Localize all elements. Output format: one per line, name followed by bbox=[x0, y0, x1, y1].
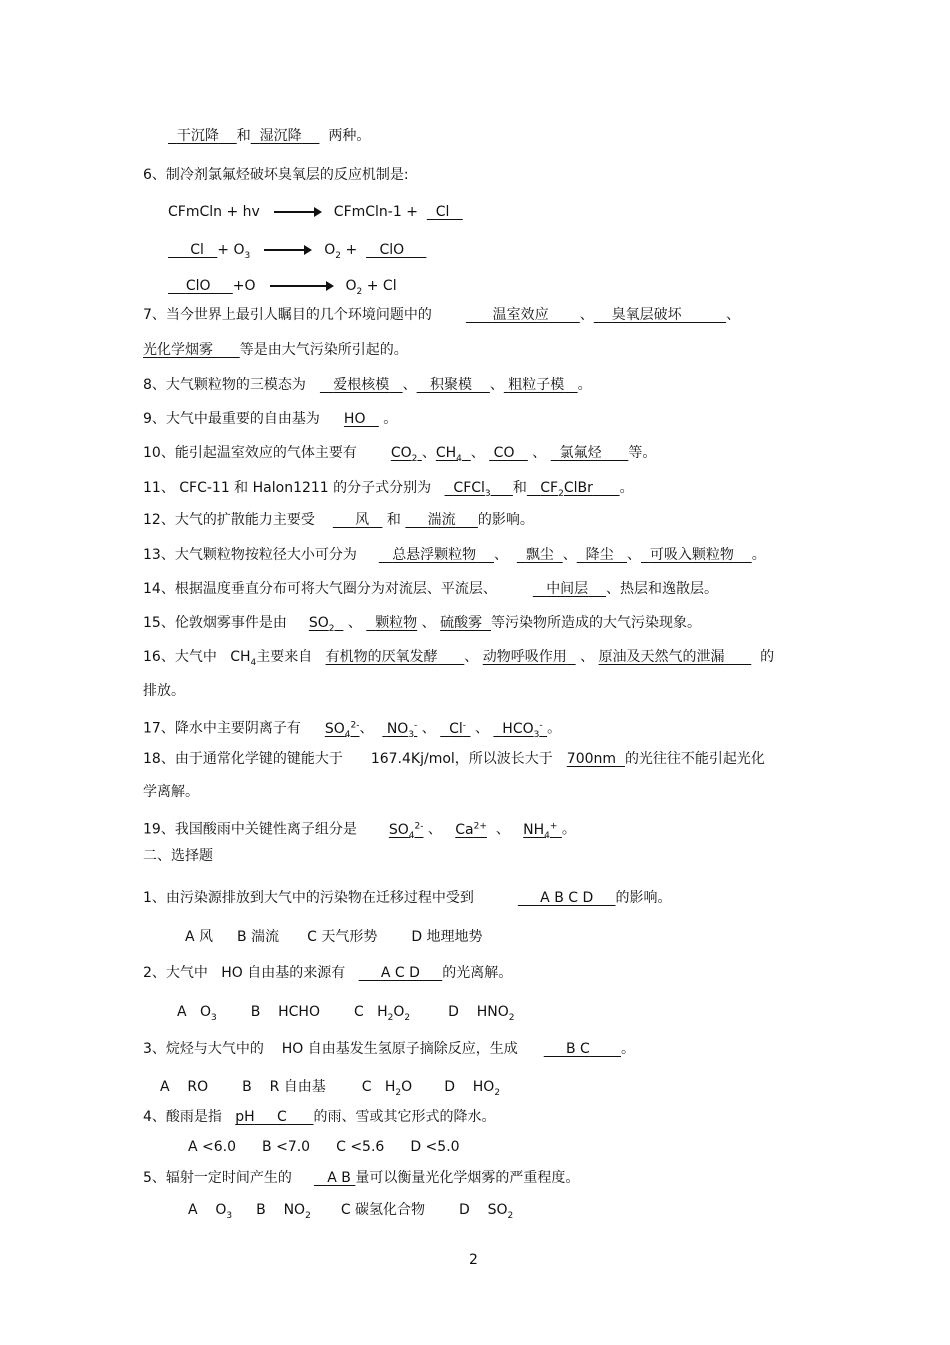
answer-blank: ClO bbox=[379, 242, 405, 258]
question-7-cont bbox=[143, 341, 408, 359]
option: C 天气形势 bbox=[307, 929, 378, 945]
answer-blank: 总悬浮颗粒物 bbox=[392, 547, 477, 563]
page-number: 2 bbox=[469, 1252, 478, 1268]
section-title bbox=[143, 847, 213, 865]
choice-question-1: 1、由污染源排放到大气中的污染物在迁移过程中受到 A B C D 的影响。 bbox=[143, 890, 672, 906]
option: D $HNO_2$ bbox=[448, 1004, 515, 1023]
question-text: 15、伦敦烟雾事件是由 bbox=[143, 615, 287, 631]
answer-blank: $NO_3^-$ bbox=[386, 720, 418, 740]
text: 两种。 bbox=[328, 128, 371, 144]
option: C 碳氢化合物 bbox=[340, 1202, 426, 1218]
question-18: 18、由于通常化学键的键能大于 167.4Kj/mol，所以波长大于 700nm 的光往往不能引起光化 bbox=[143, 751, 765, 767]
question-text: 18、由于通常化学键的键能大于 bbox=[143, 751, 343, 767]
subscript: 3 bbox=[244, 250, 251, 261]
text: +O bbox=[232, 278, 256, 294]
question-text: 2、大气中 bbox=[143, 965, 208, 981]
answer-blank: Cl- bbox=[449, 720, 467, 737]
equation-3 bbox=[168, 277, 397, 301]
answer-blank: $SO_2$ bbox=[308, 615, 335, 634]
answer-blank: 臭氧层破坏 bbox=[611, 307, 682, 323]
equation-1 bbox=[168, 203, 463, 221]
option: D $SO_2$ bbox=[459, 1202, 514, 1221]
answer-blank: 积聚模 bbox=[430, 377, 472, 393]
answer-blank: $Ca^{2+}$ bbox=[455, 821, 487, 838]
question-14: 14、根据温度垂直分布可将大气圈分为对流层、平流层、 中间层 、热层和逸散层。 bbox=[143, 581, 718, 597]
question-text: 9、大气中最重要的自由基为 bbox=[143, 411, 320, 427]
answer-blank: CO bbox=[493, 445, 515, 461]
question-16: 16、大气中 $CH_4$主要来自 有机物的厌氧发酵 、 动物呼吸作用 、 原油及天然气的泄漏 的 bbox=[143, 649, 775, 668]
answer-blank: 爱根核模 bbox=[333, 377, 390, 393]
answer-blank: 有机物的厌氧发酵 bbox=[325, 649, 438, 665]
question-text: 16、大气中 bbox=[143, 649, 217, 665]
answer-blank: A B C D bbox=[540, 890, 594, 906]
question-text: 10、能引起温室效应的气体主要有 bbox=[143, 445, 357, 461]
value: 167.4Kj/mol bbox=[370, 751, 455, 767]
question-text: 17、降水中主要阴离子有 bbox=[143, 720, 301, 737]
option: B $NO_2$ bbox=[256, 1202, 311, 1221]
option: C <5.6 bbox=[336, 1139, 385, 1155]
answer-blank: ClO bbox=[185, 278, 211, 294]
answer-blank: 颗粒物 bbox=[375, 615, 418, 631]
text: + Cl bbox=[366, 278, 397, 294]
arrow-icon bbox=[270, 285, 332, 287]
choice-question-3: 3、烷烃与大气中的 HO 自由基发生氢原子摘除反应，生成 B C 。 bbox=[143, 1041, 635, 1057]
question-16-cont bbox=[143, 682, 185, 700]
question-19: 19、我国酸雨中关键性离子组分是 $SO_4^{2-}$ 、 $Ca^{2+}$ 、 $NH_4^+$ 。 bbox=[143, 821, 576, 841]
option: A <6.0 bbox=[188, 1139, 237, 1155]
product: CFmCln-1 + bbox=[333, 204, 418, 220]
answer-blank: 硫酸雾 bbox=[440, 615, 483, 631]
choice-question-5: 5、辐射一定时间产生的 A B 量可以衡量光化学烟雾的严重程度。 bbox=[143, 1170, 580, 1186]
question-12: 12、大气的扩散能力主要受 风 和 湍流 的影响。 bbox=[143, 512, 534, 528]
answer-blank: Cl bbox=[435, 204, 450, 220]
answer-blank: $HCO_3^-$ bbox=[502, 720, 543, 740]
question-text: 12、大气的扩散能力主要受 bbox=[143, 512, 315, 528]
answer-blank: 干沉降 bbox=[176, 128, 219, 144]
choice-question-2: 2、大气中 HO 自由基的来源有 A C D 的光离解。 bbox=[143, 965, 513, 981]
answer-blank: HO bbox=[343, 411, 366, 427]
answer-blank: 湍流 bbox=[427, 512, 456, 528]
answer-blank: pH C bbox=[235, 1109, 287, 1125]
answer-blank: 氯氟烃 bbox=[559, 445, 602, 461]
text: 学离解。 bbox=[143, 784, 199, 800]
option: A RO bbox=[160, 1079, 209, 1095]
answer-blank: B C bbox=[566, 1041, 590, 1057]
question-text: 3、烷烃与大气中的 bbox=[143, 1041, 264, 1057]
arrow-icon bbox=[264, 249, 310, 251]
question-18-cont bbox=[143, 783, 199, 801]
question-15: 15、伦敦烟雾事件是由 $SO_2$ 、 颗粒物 、 硫酸雾 等污染物所造成的大气污染现象。 bbox=[143, 615, 701, 634]
answer-blank: 动物呼吸作用 bbox=[482, 649, 567, 665]
answer-blank: $SO_4^{2-}$ bbox=[324, 720, 360, 740]
text: 等是由大气污染所引起的。 bbox=[239, 342, 408, 358]
answer-blank: 湿沉降 bbox=[259, 128, 302, 144]
subscript: 2 bbox=[335, 250, 341, 261]
option: B HCHO bbox=[250, 1004, 320, 1020]
question-text: 13、大气颗粒物按粒径大小可分为 bbox=[143, 547, 357, 563]
question-11: 11、 CFC-11 和 Halon1211 的分子式分别为 CFCl$_3$ 和 $CF_2ClBr$ 。 bbox=[143, 480, 634, 499]
question-text: 6、制冷剂氯氟烃破坏臭氧层的反应机制是: bbox=[143, 167, 409, 183]
question-text: 4、酸雨是指 bbox=[143, 1109, 222, 1125]
answer-blank: 飘尘 bbox=[525, 547, 554, 563]
product: O bbox=[345, 278, 357, 294]
question-text: 19、我国酸雨中关键性离子组分是 bbox=[143, 821, 357, 838]
answer-blank: 光化学烟雾 bbox=[143, 342, 213, 358]
answer-blank: $CO_2$ bbox=[390, 445, 418, 464]
question-6 bbox=[143, 166, 409, 184]
text: + O bbox=[217, 242, 245, 258]
option: D 地理地势 bbox=[411, 929, 483, 945]
choice-options-4 bbox=[188, 1138, 460, 1156]
option: C $H_2O$ bbox=[361, 1079, 413, 1098]
question-text: 7、当今世界上最引人瞩目的几个环境问题中的 bbox=[143, 307, 432, 323]
answer-blank: 可吸入颗粒物 bbox=[649, 547, 734, 563]
text: + bbox=[345, 242, 358, 258]
text: 排放。 bbox=[143, 683, 185, 699]
option: D $HO_2$ bbox=[444, 1079, 501, 1098]
answer-blank: 温室效应 bbox=[492, 307, 549, 323]
question-text: 11、 CFC-11 和 Halon1211 的分子式分别为 bbox=[143, 480, 432, 496]
answer-blank: CFCl$_3$ bbox=[453, 480, 491, 499]
line-deposition bbox=[168, 127, 370, 145]
question-17: 17、降水中主要阴离子有 $SO_4^{2-}$、 $NO_3^-$ 、 Cl- 、 $HCO_3^-$ 。 bbox=[143, 720, 562, 740]
answer-blank: A B bbox=[327, 1170, 351, 1186]
subscript: 2 bbox=[356, 286, 363, 297]
choice-options-5 bbox=[188, 1201, 513, 1225]
answer-blank: $CH_4$ bbox=[435, 445, 462, 464]
question-8: 8、大气颗粒物的三模态为 爱根核模 、 积聚模 、 粗粒子模 。 bbox=[143, 377, 592, 393]
choice-options-2 bbox=[177, 1003, 515, 1027]
answer-blank: 降尘 bbox=[585, 547, 614, 563]
question-text: 8、大气颗粒物的三模态为 bbox=[143, 377, 306, 393]
answer-blank: $NH_4^+$ bbox=[523, 821, 558, 841]
answer-blank: 粗粒子模 bbox=[508, 377, 565, 393]
question-9: 9、大气中最重要的自由基为 HO 。 bbox=[143, 411, 398, 427]
option: A $O_3$ bbox=[177, 1004, 217, 1023]
option: A 风 bbox=[185, 929, 214, 945]
answer-blank: $CF_2ClBr$ bbox=[540, 480, 593, 499]
question-7: 7、当今世界上最引人瞩目的几个环境问题中的 温室效应 、 臭氧层破坏 、 bbox=[143, 307, 741, 323]
question-text: 1、由污染源排放到大气中的污染物在迁移过程中受到 bbox=[143, 890, 474, 906]
choice-question-4: 4、酸雨是指 pH C 的雨、雪或其它形式的降水。 bbox=[143, 1109, 496, 1125]
option: C $H_2O_2$ bbox=[353, 1004, 411, 1023]
answer-blank: A C D bbox=[380, 965, 420, 981]
question-10: 10、能引起温室效应的气体主要有 $CO_2$ 、$CH_4$ 、 CO 、 氯氟烃 等。 bbox=[143, 445, 657, 464]
answer-blank: Cl bbox=[190, 242, 204, 258]
choice-options-1 bbox=[185, 928, 483, 946]
section-heading: 二、选择题 bbox=[143, 848, 213, 864]
choice-options-3 bbox=[160, 1078, 500, 1102]
option: A $O_3$ bbox=[188, 1202, 233, 1221]
equation-2 bbox=[168, 241, 426, 265]
option: D <5.0 bbox=[410, 1139, 460, 1155]
text: 和 bbox=[236, 128, 251, 144]
question-text: 5、辐射一定时间产生的 bbox=[143, 1170, 292, 1186]
answer-blank: $SO_4^{2-}$ bbox=[388, 821, 424, 841]
question-13: 13、大气颗粒物按粒径大小可分为 总悬浮颗粒物 、 飘尘 、 降尘 、 可吸入颗粒物 。 bbox=[143, 547, 766, 563]
option: B R 自由基 bbox=[242, 1079, 326, 1095]
product: O bbox=[324, 242, 336, 258]
question-text: 14、根据温度垂直分布可将大气圈分为对流层、平流层、 bbox=[143, 581, 497, 597]
answer-blank: 700nm bbox=[566, 751, 617, 767]
answer-blank: 风 bbox=[355, 512, 370, 528]
reactant: CFmCln + hv bbox=[168, 204, 260, 220]
option: B 湍流 bbox=[237, 929, 280, 945]
option: B <7.0 bbox=[262, 1139, 311, 1155]
arrow-icon bbox=[274, 211, 320, 213]
answer-blank: 中间层 bbox=[546, 581, 589, 597]
answer-blank: 原油及天然气的泄漏 bbox=[598, 649, 725, 665]
